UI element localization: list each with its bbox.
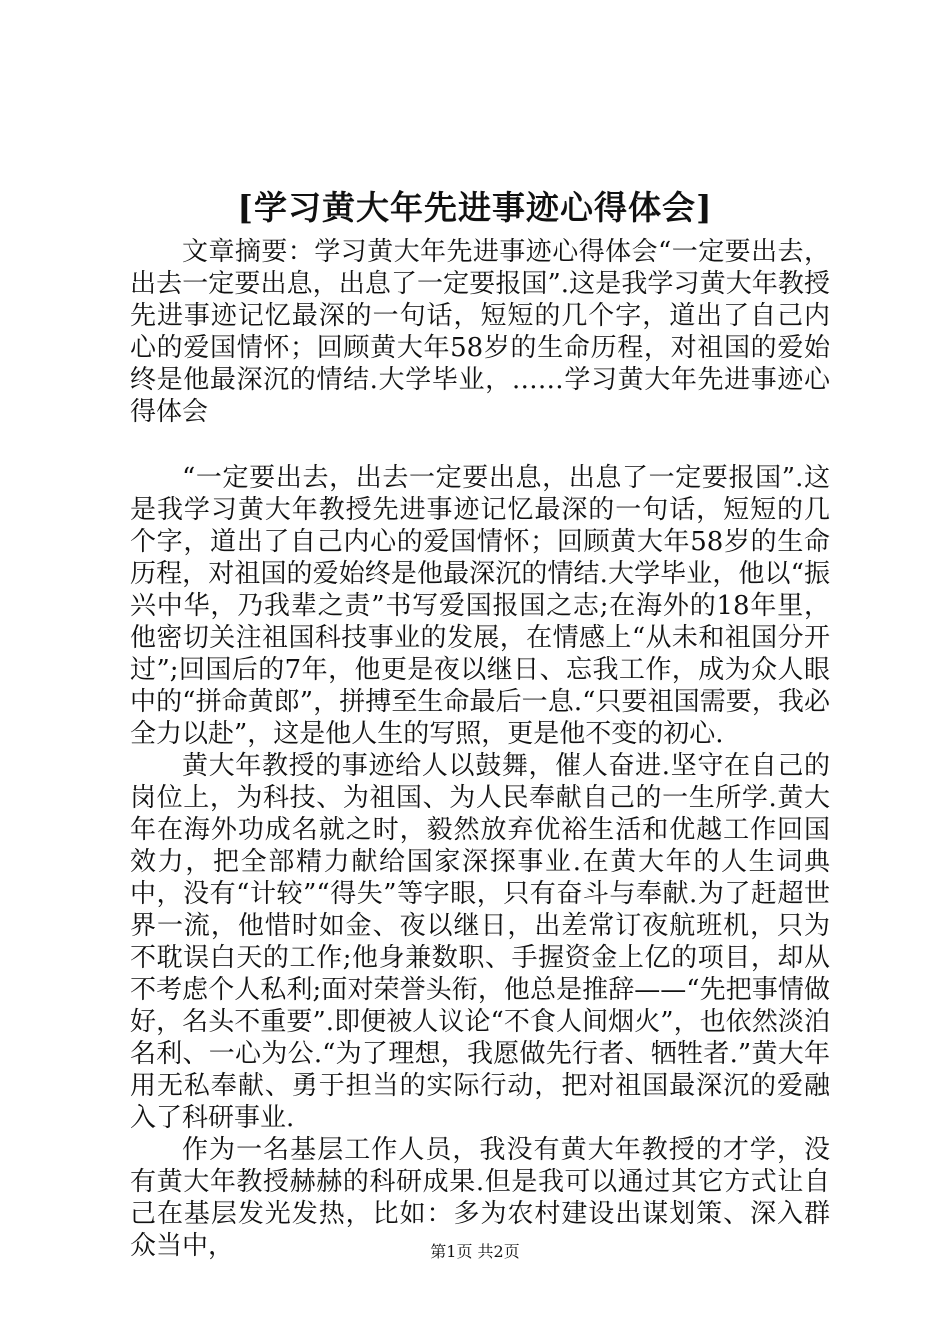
document-title: [学习黄大年先进事迹心得体会] xyxy=(237,188,713,227)
page-number-footer: 第1页 共2页 xyxy=(430,1242,520,1261)
document-body xyxy=(130,236,830,1262)
body-paragraph-1: “一定要出去，出去一定要出息，出息了一定要报国”.这是我学习黄大年教授先进事迹记忆最深的一句话，短短的几个字，道出了自己内心的爱国情怀；回顾黄大年58岁的生命历程，对祖国的爱始终是他最深沉的情结.大学毕业，他以“振兴中华，乃我辈之责”书写爱国报国之志;在海外的18年里，他密切关注祖国科技事业的发展，在情感上“从未和祖国分开过”;回国后的7年，他更是夜以继日、忘我工作，成为众人眼中的“拼命黄郎”，拼搏至生命最后一息.“只要祖国需要，我必全力以赴”，这是他人生的写照，更是他不变的初心. xyxy=(130,463,830,749)
body-paragraph-2: 黄大年教授的事迹给人以鼓舞，催人奋进.坚守在自己的岗位上，为科技、为祖国、为人民奉献自己的一生所学.黄大年在海外功成名就之时，毅然放弃优裕生活和优越工作回国效力，把全部精力献给国家深探事业.在黄大年的人生词典中，没有“计较”“得失”等字眼，只有奋斗与奉献.为了赶超世界一流，他惜时如金、夜以继日，出差常订夜航班机，只为不耽误白天的工作;他身兼数职、手握资金上亿的项目，却从不考虑个人私利;面对荣誉头衔，他总是推辞——“先把事情做好，名头不重要”.即便被人议论“不食人间烟火”，也依然淡泊名利、一心为公.“为了理想，我愿做先行者、牺牲者.”黄大年用无私奉献、勇于担当的实际行动，把对祖国最深沉的爱融入了科研事业. xyxy=(130,751,830,1133)
abstract-paragraph: 文章摘要：学习黄大年先进事迹心得体会“一定要出去，出去一定要出息，出息了一定要报国”.这是我学习黄大年教授先进事迹记忆最深的一句话，短短的几个字，道出了自己内心的爱国情怀；回顾黄大年58岁的生命历程，对祖国的爱始终是他最深沉的情结.大学毕业，……学习黄大年先进事迹心得体会 xyxy=(130,237,830,427)
body-paragraph-3: 作为一名基层工作人员，我没有黄大年教授的才学，没有黄大年教授赫赫的科研成果.但是我可以通过其它方式让自己在基层发光发热，比如：多为农村建设出谋划策、深入群众当中， xyxy=(130,1135,830,1261)
